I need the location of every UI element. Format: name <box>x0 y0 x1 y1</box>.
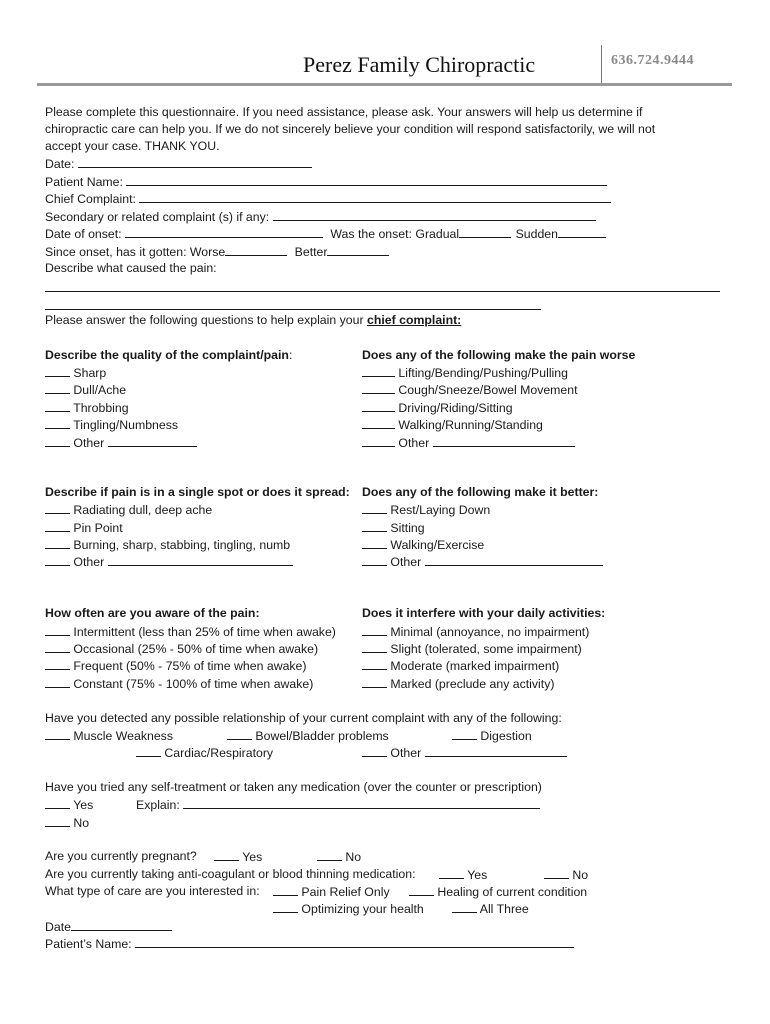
relationship-question: Have you detected any possible relationship of your current complaint with any of the following: <box>45 711 562 725</box>
treatment-yes[interactable]: Yes <box>45 796 93 814</box>
date-field <box>45 155 312 173</box>
anticoag-question: Are you currently taking anti-coagulant or blood thinning medication: <box>45 867 416 881</box>
treatment-explain-field <box>136 796 540 814</box>
onset-sudden-blank[interactable] <box>558 225 606 238</box>
progress-row <box>45 243 389 261</box>
better-option[interactable]: Sitting <box>362 519 425 537</box>
chief-complaint-input[interactable] <box>139 190 611 203</box>
relationship-bowel[interactable]: Bowel/Bladder problems <box>227 727 389 745</box>
quality-option[interactable]: Tingling/Numbness <box>45 416 178 434</box>
onset-gradual-blank[interactable] <box>459 225 511 238</box>
quality-option[interactable]: Other <box>45 434 197 452</box>
footer-name-field <box>45 935 574 953</box>
worse-label: Since onset, has it gotten: Worse <box>45 245 226 259</box>
spread-heading: Describe if pain is in a single spot or does it spread: <box>45 485 350 499</box>
interfere-option[interactable]: Marked (preclude any activity) <box>362 675 554 693</box>
aware-option[interactable]: Frequent (50% - 75% of time when awake) <box>45 657 307 675</box>
worse-option[interactable]: Lifting/Bending/Pushing/Pulling <box>362 364 568 382</box>
relationship-other-input[interactable] <box>425 744 567 757</box>
quality-option[interactable]: Dull/Ache <box>45 381 126 399</box>
care-question: What type of care are you interested in: <box>45 884 260 898</box>
worse-option[interactable]: Cough/Sneeze/Bowel Movement <box>362 381 578 399</box>
aware-option[interactable]: Constant (75% - 100% of time when awake) <box>45 675 313 693</box>
better-option[interactable]: Other <box>362 553 603 571</box>
quality-heading: Describe the quality of the complaint/pain: <box>45 348 293 362</box>
date-label: Date: <box>45 157 75 171</box>
spread-option[interactable]: Pin Point <box>45 519 123 537</box>
chief-prompt-emph: chief complaint: <box>366 313 462 327</box>
secondary-complaint-label: Secondary or related complaint (s) if any: <box>45 210 270 224</box>
worse-blank[interactable] <box>225 243 287 256</box>
quality-option[interactable]: Throbbing <box>45 399 129 417</box>
patient-name-field <box>45 173 607 191</box>
onset-type-label: Was the onset: Gradual <box>330 227 460 241</box>
date-onset-input[interactable] <box>125 225 323 238</box>
pregnant-question: Are you currently pregnant? <box>45 849 197 863</box>
spread-other-input[interactable] <box>108 553 293 566</box>
intro-line-3: accept your case. THANK YOU. <box>45 139 220 153</box>
chief-prompt <box>45 312 461 329</box>
chief-prompt-text: Please answer the following questions to help explain your <box>45 313 364 327</box>
cause-input-line-2[interactable] <box>45 309 541 310</box>
header-divider <box>601 45 602 83</box>
relationship-digestion[interactable]: Digestion <box>452 727 532 745</box>
aware-heading: How often are you aware of the pain: <box>45 606 260 620</box>
interfere-option[interactable]: Slight (tolerated, some impairment) <box>362 640 582 658</box>
worse-option[interactable]: Other <box>362 434 575 452</box>
worse-option[interactable]: Driving/Riding/Sitting <box>362 399 513 417</box>
better-option[interactable]: Rest/Laying Down <box>362 501 490 519</box>
worse-option[interactable]: Walking/Running/Standing <box>362 416 543 434</box>
patient-name-input[interactable] <box>126 173 607 186</box>
patient-name-label: Patient Name: <box>45 175 123 189</box>
chief-complaint-field <box>45 190 611 208</box>
treatment-question: Have you tried any self-treatment or taken any medication (over the counter or prescription) <box>45 780 542 794</box>
pregnant-yes[interactable]: Yes <box>214 848 262 866</box>
care-healing[interactable]: Healing of current condition <box>409 883 587 901</box>
footer-date-field <box>45 918 172 936</box>
treatment-no[interactable]: No <box>45 814 89 832</box>
secondary-complaint-input[interactable] <box>273 208 596 221</box>
better-heading: Does any of the following make it better: <box>362 485 599 499</box>
relationship-muscle[interactable]: Muscle Weakness <box>45 727 173 745</box>
date-onset-label: Date of onset: <box>45 227 122 241</box>
spread-option[interactable]: Burning, sharp, stabbing, tingling, numb <box>45 536 290 554</box>
quality-option[interactable]: Sharp <box>45 364 106 382</box>
footer-name-input[interactable] <box>135 935 574 948</box>
care-optimizing[interactable]: Optimizing your health <box>273 900 424 918</box>
relationship-cardiac[interactable]: Cardiac/Respiratory <box>136 744 273 762</box>
relationship-other[interactable]: Other <box>362 744 567 762</box>
better-other-input[interactable] <box>425 553 603 566</box>
header-rule <box>37 83 732 86</box>
interfere-option[interactable]: Moderate (marked impairment) <box>362 657 559 675</box>
interfere-heading: Does it interfere with your daily activities: <box>362 606 606 620</box>
better-label: Better <box>294 245 328 259</box>
footer-name-label: Patient’s Name: <box>45 937 132 951</box>
secondary-complaint-field <box>45 208 596 226</box>
page-title: Perez Family Chiropractic <box>303 52 536 77</box>
footer-date-input[interactable] <box>71 918 172 931</box>
quality-other-input[interactable] <box>108 434 197 447</box>
pregnant-no[interactable]: No <box>317 848 361 866</box>
care-all-three[interactable]: All Three <box>452 900 529 918</box>
worse-other-input[interactable] <box>433 434 575 447</box>
anticoag-no[interactable]: No <box>544 866 588 884</box>
phone-number: 636.724.9444 <box>611 53 694 68</box>
aware-option[interactable]: Occasional (25% - 50% of time when awake) <box>45 640 318 658</box>
interfere-option[interactable]: Minimal (annoyance, no impairment) <box>362 623 589 641</box>
worse-heading: Does any of the following make the pain worse <box>362 348 636 362</box>
anticoag-yes[interactable]: Yes <box>439 866 487 884</box>
better-option[interactable]: Walking/Exercise <box>362 536 484 554</box>
care-pain-relief[interactable]: Pain Relief Only <box>273 883 390 901</box>
date-input[interactable] <box>78 155 312 168</box>
onset-row <box>45 225 606 243</box>
better-blank[interactable] <box>327 243 389 256</box>
spread-option[interactable]: Other <box>45 553 293 571</box>
onset-sudden-label: Sudden <box>515 227 558 241</box>
treatment-explain-input[interactable] <box>183 796 540 809</box>
treatment-explain-label: Explain: <box>136 798 180 812</box>
spread-option[interactable]: Radiating dull, deep ache <box>45 501 212 519</box>
describe-cause-label: Describe what caused the pain: <box>45 261 217 275</box>
intro-line-2: chiropractic care can help you. If we do not sincerely believe your condition will respond satisfactorily, we will not <box>45 122 656 136</box>
aware-option[interactable]: Intermittent (less than 25% of time when awake) <box>45 623 336 641</box>
intro-line-1: Please complete this questionnaire. If you need assistance, please ask. Your answers will help us determine if <box>45 105 643 119</box>
chief-complaint-label: Chief Complaint: <box>45 192 136 206</box>
cause-input-line-1[interactable] <box>45 291 720 292</box>
footer-date-label: Date <box>45 920 71 934</box>
